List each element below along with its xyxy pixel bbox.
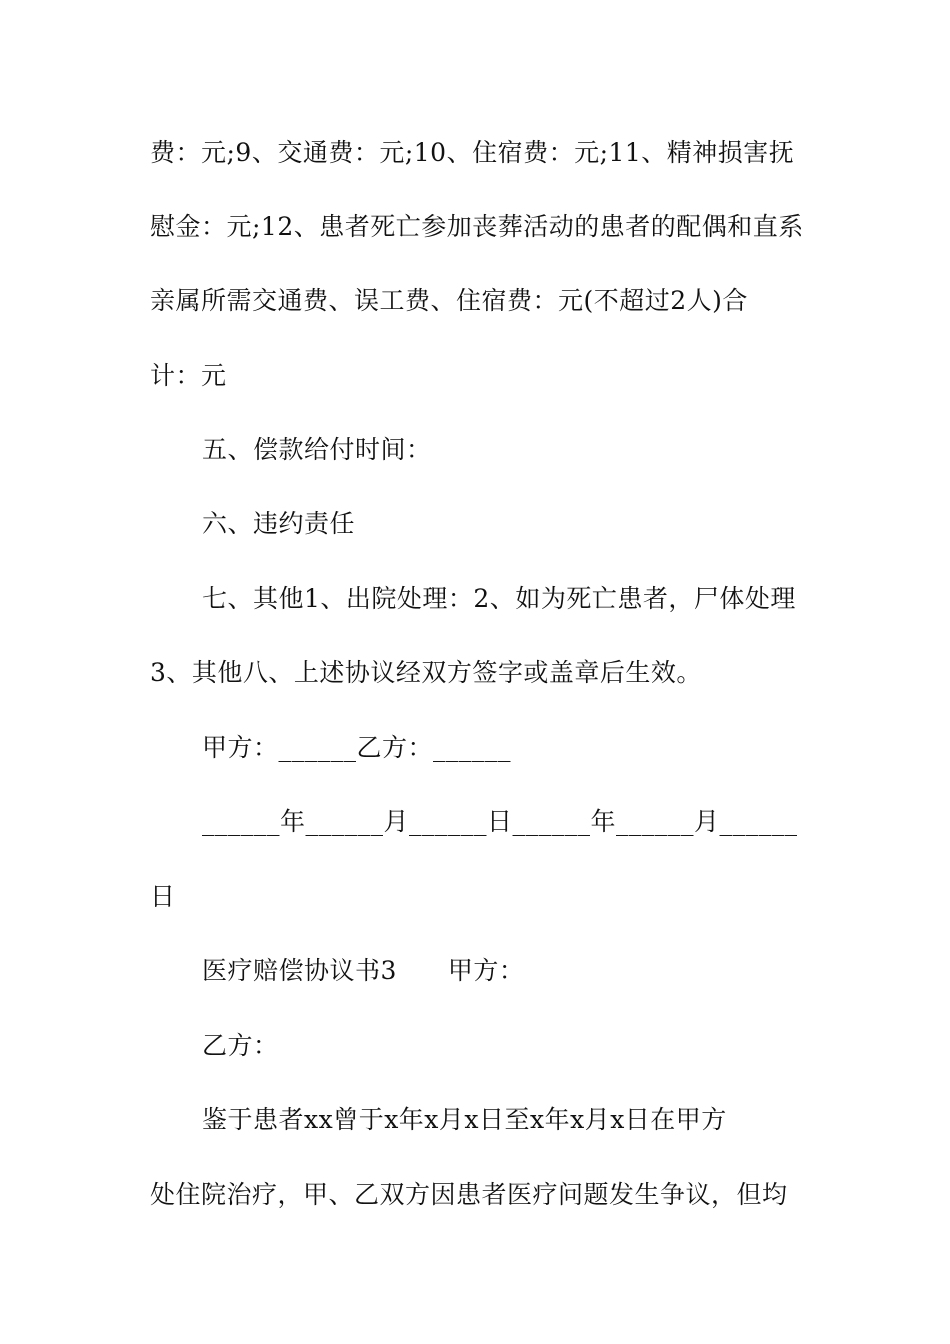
text-line-8: 3、其他八、上述协议经双方签字或盖章后生效。 (150, 658, 702, 687)
text-line-15: 处住院治疗，甲、乙双方因患者医疗问题发生争议，但均 (150, 1180, 788, 1209)
section-heading-payment-time: 五、偿款给付时间： (202, 435, 432, 464)
section-heading-breach-liability: 六、违约责任 (202, 509, 356, 538)
agreement-title-line: 医疗赔偿协议书3 甲方： (202, 956, 525, 985)
text-line-4: 计：元 (150, 361, 227, 390)
signature-parties-line: 甲方：______乙方：______ (202, 733, 512, 762)
text-line-14: 鉴于患者xx曾于x年x月x日至x年x月x日在甲方 (202, 1105, 727, 1134)
signature-date-line: ______年______月______日______年______月______ (202, 807, 798, 836)
text-line-1: 费：元;9、交通费：元;10、住宿费：元;11、精神损害抚 (150, 138, 795, 167)
signature-date-day: 日 (150, 882, 176, 911)
section-other-paragraph: 七、其他1、出院处理：2、如为死亡患者，尸体处理 (202, 584, 796, 613)
text-line-3: 亲属所需交通费、误工费、住宿费：元(不超过2人)合 (150, 286, 748, 315)
party-b-line: 乙方： (202, 1031, 279, 1060)
text-line-2: 慰金：元;12、患者死亡参加丧葬活动的患者的配偶和直系 (150, 212, 804, 241)
